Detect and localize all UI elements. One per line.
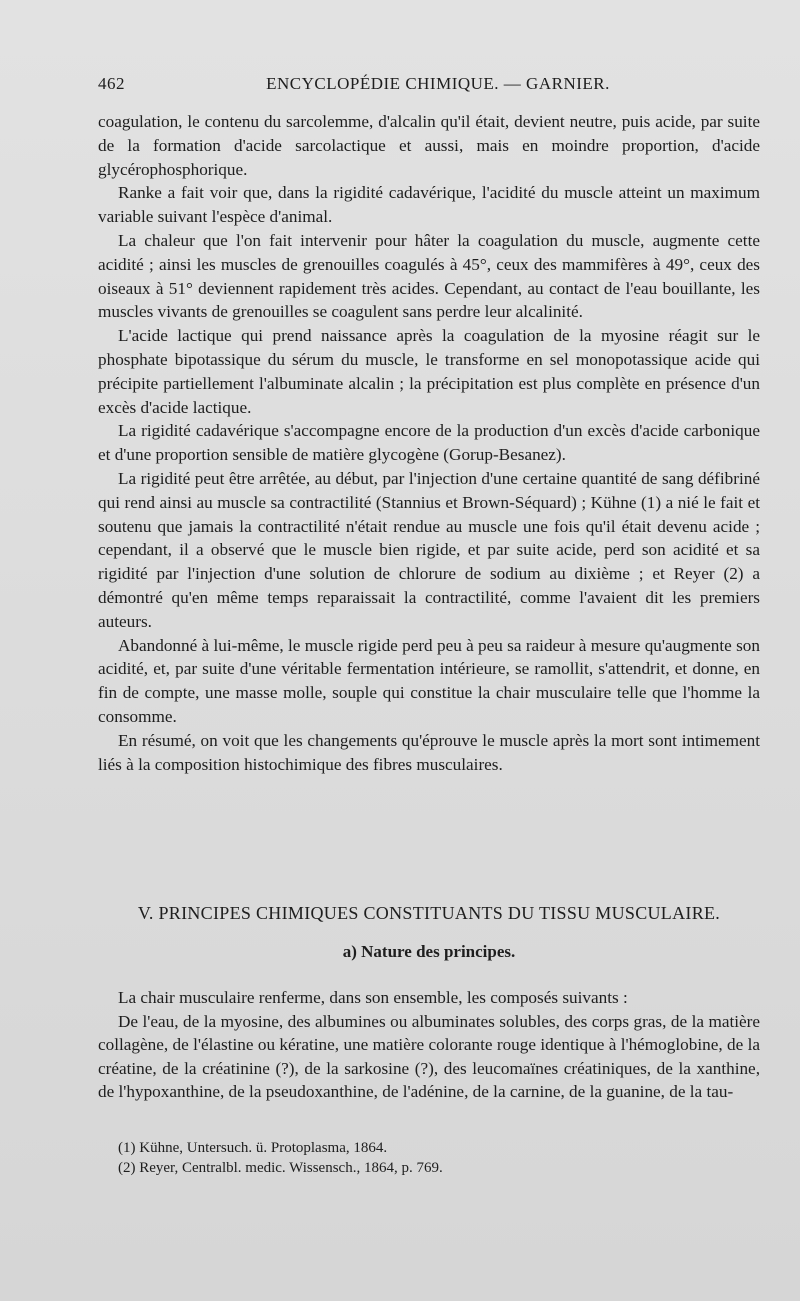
- paragraph: Abandonné à lui-même, le muscle rigide perd peu à peu sa raideur à mesure qu'augmente son acidité, et, par suite d'une véritable fermentation intérieure, se ramollit, s'attendrit, et donne, en fin de compte, une masse molle, souple qui constitue la chair musculaire telle que l'homme la consomme.: [98, 635, 760, 726]
- running-header: [98, 74, 778, 98]
- paragraph: L'acide lactique qui prend naissance après la coagulation de la myosine réagit sur le phosphate bipotassique du sérum du muscle, le transforme en sel monopotassique acide qui précipite partiellement l'albuminate alcalin ; la précipitation est plus complète en présence d'un excès d'acide lactique.: [98, 326, 760, 417]
- subsection-title: a) Nature des principes.: [342, 942, 516, 961]
- footnote: (2) Reyer, Centralbl. medic. Wissensch., 1864, p. 769.: [118, 1160, 443, 1176]
- paragraph: En résumé, on voit que les changements qu'éprouve le muscle après la mort sont intimement liés à la composition histochimique des fibres musculaires.: [98, 730, 760, 774]
- section-title: V. PRINCIPES CHIMIQUES CONSTITUANTS DU TISSU MUSCULAIRE.: [137, 903, 721, 923]
- paragraph: coagulation, le contenu du sarcolemme, d'alcalin qu'il était, devient neutre, puis acide, par suite de la formation d'acide sarcolactique et aussi, mais en moindre proportion, d'acide glycérophosphorique.: [98, 112, 760, 179]
- paragraph: La chair musculaire renferme, dans son ensemble, les composés suivants :: [118, 988, 628, 1007]
- paragraph: La rigidité peut être arrêtée, au début, par l'injection d'une certaine quantité de sang défibriné qui rend ainsi au muscle sa contractilité (Stannius et Brown-Séquard) ; Kühne (1) a nié le fait et soutenu que jamais la contractilité n'était rendue au muscle une fois qu'il était devenu acide ; cependant, il a observé que le muscle bien rigide, et par suite acide, perd son acidité et sa rigidité par l'injection d'une solution de chlorure de sodium au dixième ; et Reyer (2) a démontré qu'en même temps reparaissait la contractilité, comme l'avaient dit les premiers auteurs.: [98, 468, 760, 631]
- paragraph: Ranke a fait voir que, dans la rigidité cadavérique, l'acidité du muscle atteint un maximum variable suivant l'espèce d'animal.: [98, 183, 760, 227]
- running-title: ENCYCLOPÉDIE CHIMIQUE. — GARNIER.: [266, 74, 610, 93]
- footnotes: [118, 1138, 758, 1178]
- body-text-section: [98, 986, 760, 1104]
- body-text: [98, 110, 760, 776]
- paragraph: La rigidité cadavérique s'accompagne encore de la production d'un excès d'acide carbonique et d'une proportion sensible de matière glycogène (Gorup-Besanez).: [98, 421, 760, 465]
- footnote: (1) Kühne, Untersuch. ü. Protoplasma, 1864.: [118, 1140, 388, 1156]
- page-number: 462: [98, 74, 125, 93]
- paragraph: La chaleur que l'on fait intervenir pour hâter la coagulation du muscle, augmente cette acidité ; ainsi les muscles de grenouilles coagulés à 45°, ceux des mammifères à 49°, ceux des oiseaux à 51° deviennent rapidement très acides. Cependant, au contact de l'eau bouillante, les muscles vivants de grenouilles se coagulent sans perdre leur alcalinité.: [98, 230, 760, 322]
- paragraph: De l'eau, de la myosine, des albumines ou albuminates solubles, des corps gras, de la matière collagène, de l'élastine ou kératine, une matière colorante rouge identique à l'hémoglobine, de la créatine, de la créatinine (?), de la sarkosine (?), des leucomaïnes créatiniques, de la xanthine, de l'hypoxanthine, de la pseudoxanthine, de l'adénine, de la carnine, de la guanine, de la tau-: [98, 1011, 760, 1102]
